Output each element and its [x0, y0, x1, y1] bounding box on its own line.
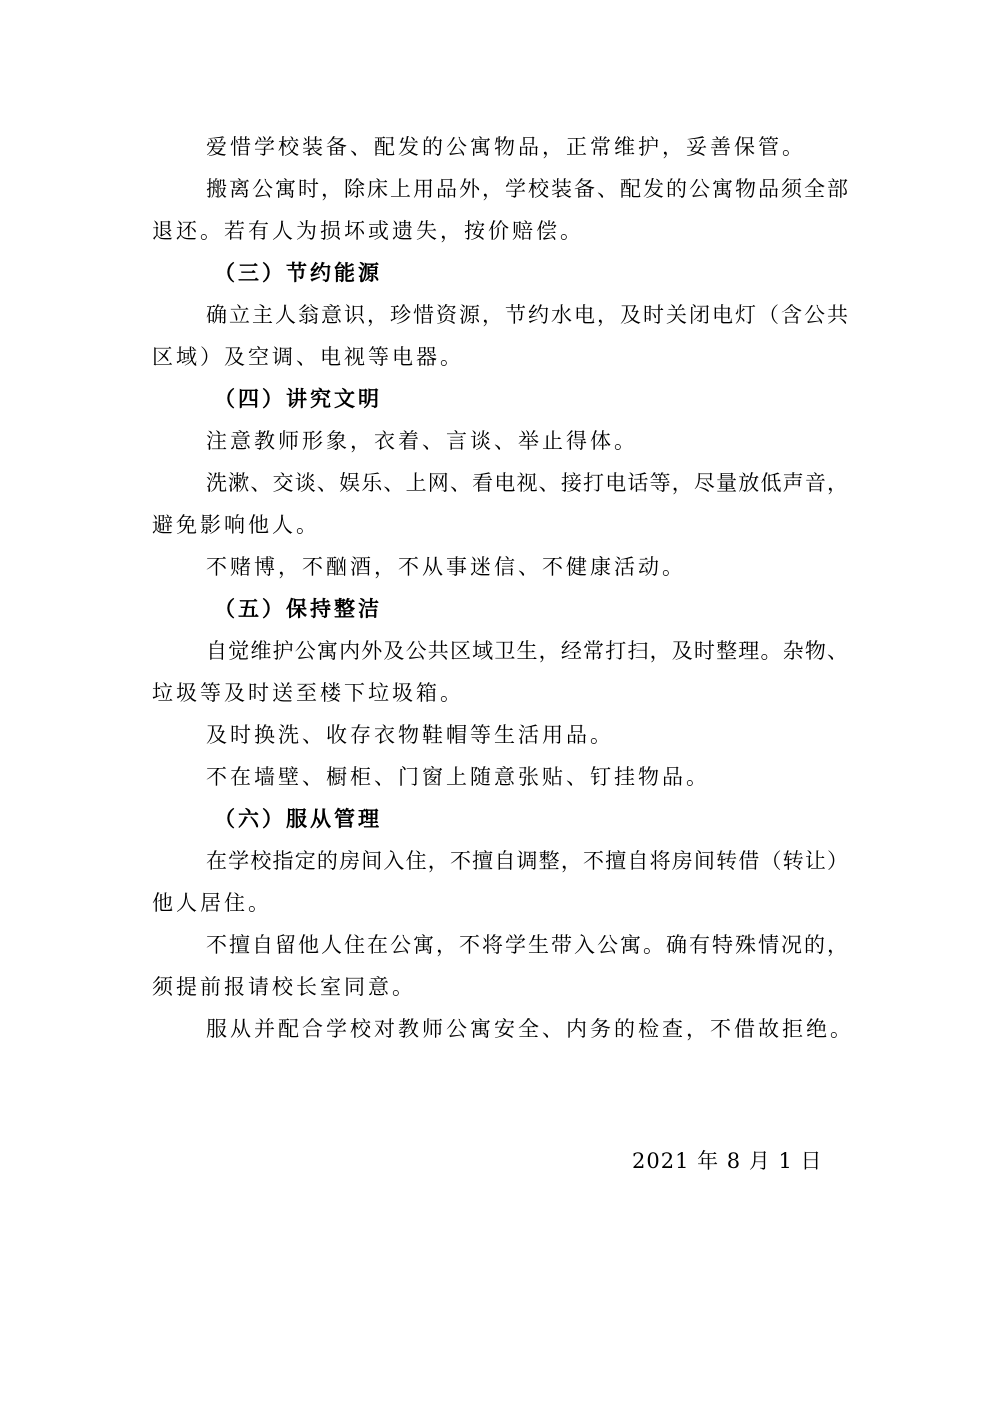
paragraph-line: 不赌博，不酗酒，不从事迷信、不健康活动。 — [206, 555, 686, 579]
paragraph-line: 不擅自留他人住在公寓，不将学生带入公寓。确有特殊情况的， — [206, 933, 848, 957]
paragraph-line: 在学校指定的房间入住，不擅自调整，不擅自将房间转借（转让） — [206, 849, 848, 873]
paragraph-line: 自觉维护公寓内外及公共区域卫生，经常打扫，及时整理。杂物、 — [206, 639, 848, 663]
section-heading: （六）服从管理 — [214, 806, 382, 831]
paragraph-line: 及时换洗、收存衣物鞋帽等生活用品。 — [206, 723, 614, 747]
document-date: 2021 年 8 月 1 日 — [632, 1149, 823, 1173]
paragraph-line: 须提前报请校长室同意。 — [152, 975, 416, 999]
paragraph-line: 服从并配合学校对教师公寓安全、内务的检查，不借故拒绝。 — [206, 1017, 854, 1041]
paragraph-line: 退还。若有人为损坏或遗失，按价赔偿。 — [152, 219, 584, 243]
section-heading: （四）讲究文明 — [214, 386, 382, 411]
paragraph-line: 他人居住。 — [152, 891, 272, 915]
paragraph-line: 垃圾等及时送至楼下垃圾箱。 — [152, 681, 464, 705]
paragraph-line: 爱惜学校装备、配发的公寓物品，正常维护，妥善保管。 — [206, 135, 806, 159]
paragraph-line: 注意教师形象，衣着、言谈、举止得体。 — [206, 429, 638, 453]
paragraph-line: 区域）及空调、电视等电器。 — [152, 345, 464, 369]
section-heading: （三）节约能源 — [214, 260, 382, 285]
paragraph-line: 避免影响他人。 — [152, 513, 320, 537]
paragraph-line: 不在墙壁、橱柜、门窗上随意张贴、钉挂物品。 — [206, 765, 710, 789]
paragraph-line: 洗漱、交谈、娱乐、上网、看电视、接打电话等，尽量放低声音， — [206, 471, 848, 495]
paragraph-line: 搬离公寓时，除床上用品外，学校装备、配发的公寓物品须全部 — [206, 177, 848, 201]
section-heading: （五）保持整洁 — [214, 596, 382, 621]
paragraph-line: 确立主人翁意识，珍惜资源，节约水电，及时关闭电灯（含公共 — [206, 303, 848, 327]
